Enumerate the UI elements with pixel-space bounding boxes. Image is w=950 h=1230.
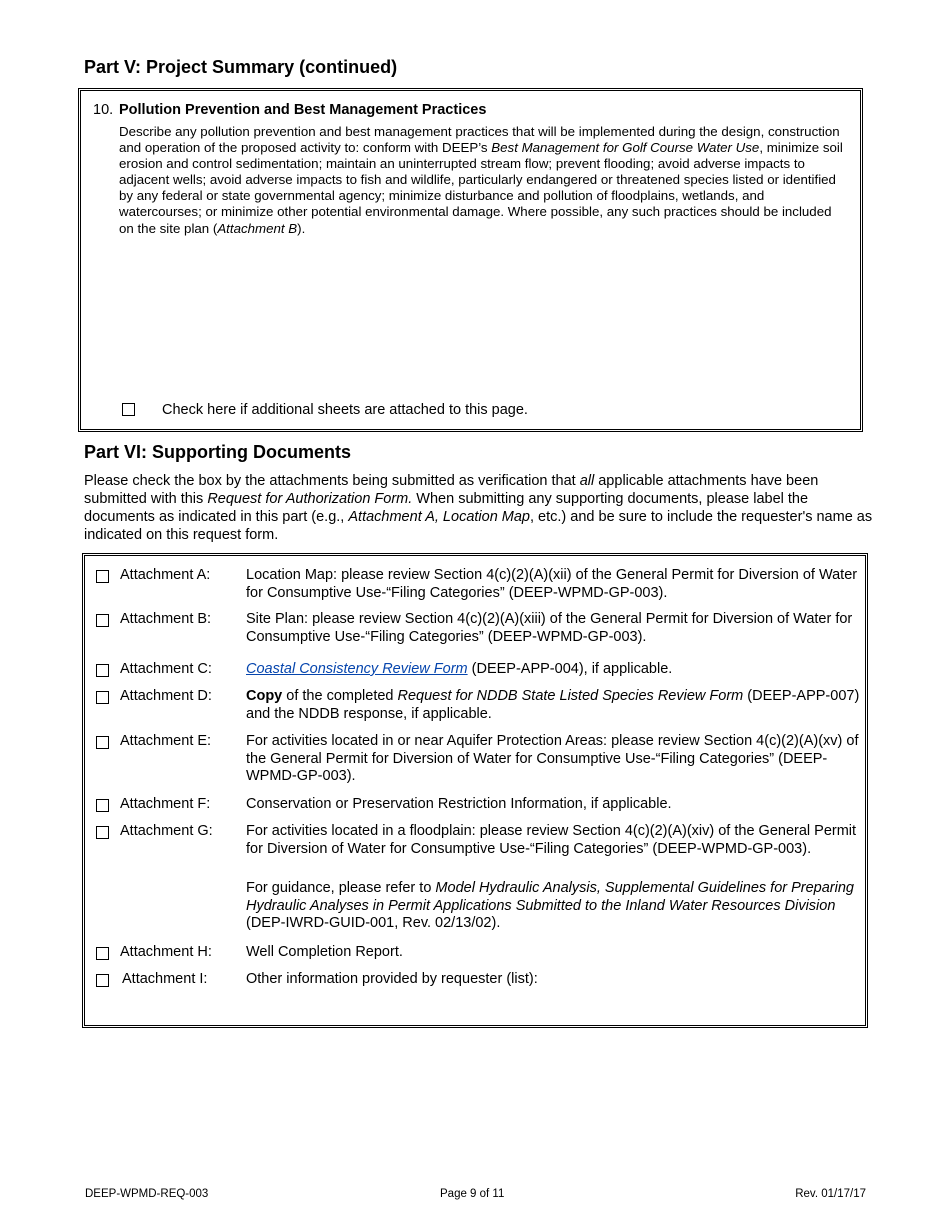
attachment-g-guidance [246, 880, 861, 933]
attachment-d-description [246, 688, 861, 723]
desc-italic: Attachment B [217, 220, 298, 236]
attachment-f-label: Attachment F: [120, 796, 211, 812]
attachment-c-text: (DEEP-APP-004), if applicable. [467, 661, 673, 677]
intro-italic: all [579, 473, 595, 489]
desc-text: ). [297, 220, 306, 236]
intro-text: Please check the box by the attachments being submitted as verification that [84, 473, 580, 489]
attachment-f-checkbox[interactable] [96, 799, 109, 812]
attachment-e-description: For activities located in or near Aquifer Protection Areas: please review Section 4(c)(2)(A)(xv) of the General Permit for Diversion of Water for Consumptive Use-“Filing Categories” (DEEP-WPMD-GP-003). [246, 733, 859, 784]
attachment-e-checkbox[interactable] [96, 736, 109, 749]
intro-italic: Attachment A, Location Map [348, 509, 530, 525]
guidance-text: For guidance, please refer to [246, 880, 436, 896]
attachment-i-description: Other information provided by requester (list): [246, 971, 538, 987]
attachment-h-checkbox[interactable] [96, 947, 109, 960]
intro-text: applicable attachments have been submitted with this [84, 473, 819, 507]
attachment-h-description: Well Completion Report. [246, 944, 403, 960]
part5-title: Part V: Project Summary (continued) [84, 57, 398, 77]
attachment-d-label: Attachment D: [120, 688, 212, 704]
attachment-a-checkbox[interactable] [96, 570, 109, 583]
desc-text: , minimize soil erosion and control sedimentation; maintain an uninterrupted stream flow; prevent flooding; avoid adverse impacts to adjacent wells; avoid adverse impacts to fish and wildlife, particularly endangered or threatened species listed or identified by any federal or state governmental agency; minimize disturbance and pollution of floodplains, wetlands, and watercourses; or minimize other potential environmental damage. Where possible, any such practices should be included on the site plan ( [119, 140, 843, 236]
coastal-consistency-link[interactable]: Coastal Consistency Review Form [246, 661, 468, 677]
attachment-i-checkbox[interactable] [96, 974, 109, 987]
attachment-g-label: Attachment G: [120, 823, 213, 839]
footer-page-number: Page 9 of 11 [440, 1188, 505, 1200]
part6-title: Part VI: Supporting Documents [84, 442, 352, 462]
attachment-b-description: Site Plan: please review Section 4(c)(2)(A)(xiii) of the General Permit for Diversion of Water for Consumptive Use-“Filing Categories” (DEEP-WPMD-GP-003). [246, 611, 853, 645]
attachment-g-checkbox[interactable] [96, 826, 109, 839]
attachment-d-bold: Copy [246, 688, 283, 704]
pollution-prevention-section [78, 88, 863, 432]
attachment-c-checkbox[interactable] [96, 664, 109, 677]
question-number: 10. [93, 102, 114, 118]
attachment-d-text: (DEEP-APP-007) and the NDDB response, if applicable. [246, 688, 860, 722]
additional-sheets-label: Check here if additional sheets are attached to this page. [162, 402, 528, 418]
question-description [119, 124, 849, 237]
attachment-c-label: Attachment C: [120, 661, 212, 677]
attachment-a-description: Location Map: please review Section 4(c)(2)(A)(xii) of the General Permit for Diversion of Water for Consumptive Use-“Filing Categories” (DEEP-WPMD-GP-003). [246, 567, 858, 601]
intro-text: , etc.) and be sure to include the requester's name as indicated on this request form. [84, 509, 873, 543]
attachment-a-label: Attachment A: [120, 567, 211, 583]
intro-text: When submitting any supporting documents, please label the documents as indicated in this part (e.g., [84, 491, 809, 525]
question-title: Pollution Prevention and Best Management Practices [119, 102, 487, 118]
attachments-table [82, 553, 868, 1028]
attachment-g-description: For activities located in a floodplain: please review Section 4(c)(2)(A)(xiv) of the General Permit for Diversion of Water for Consumptive Use-“Filing Categories” (DEEP-WPMD-GP-003). [246, 823, 857, 857]
guidance-italic: Model Hydraulic Analysis, Supplemental Guidelines for Preparing Hydraulic Analyses in Permit Applications Submitted to the Inland Water Resources Division [246, 880, 854, 914]
attachment-e-label: Attachment E: [120, 733, 212, 749]
desc-text: Describe any pollution prevention and best management practices that will be implemented during the design, construction and operation of the proposed activity to: conform with DEEP’s [119, 124, 840, 156]
attachment-d-checkbox[interactable] [96, 691, 109, 704]
part6-intro [84, 472, 874, 544]
attachment-b-checkbox[interactable] [96, 614, 109, 627]
intro-italic: Request for Authorization Form. [207, 491, 413, 507]
footer-revision: Rev. 01/17/17 [795, 1188, 866, 1200]
attachment-h-label: Attachment H: [120, 944, 212, 960]
attachment-i-label: Attachment I: [122, 971, 208, 987]
attachment-b-label: Attachment B: [120, 611, 212, 627]
guidance-text: (DEP-IWRD-GUID-001, Rev. 02/13/02). [246, 915, 501, 931]
attachment-d-text: of the completed [282, 688, 398, 704]
attachment-f-description: Conservation or Preservation Restriction Information, if applicable. [246, 796, 672, 812]
desc-italic: Best Management for Golf Course Water Use [491, 140, 760, 156]
attachment-c-description [246, 661, 861, 679]
attachment-d-italic: Request for NDDB State Listed Species Review Form [397, 688, 744, 704]
additional-sheets-checkbox[interactable] [122, 403, 135, 416]
footer-form-id: DEEP-WPMD-REQ-003 [85, 1188, 209, 1200]
